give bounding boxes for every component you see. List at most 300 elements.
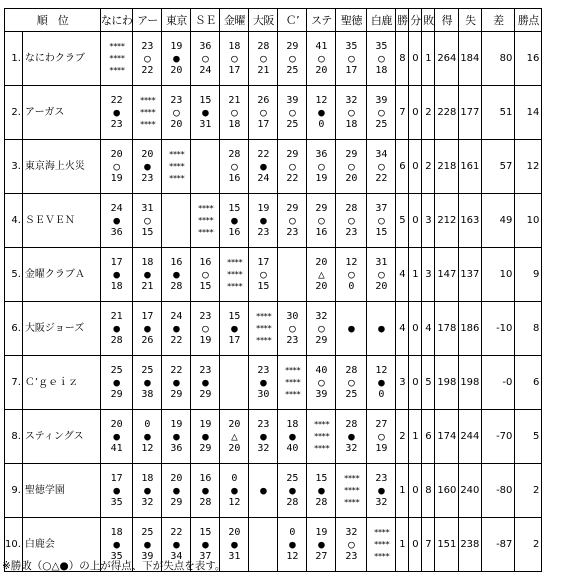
points-scored: 174	[435, 410, 459, 464]
points-against	[162, 227, 190, 239]
points-for: 15	[228, 310, 241, 322]
points-against: 22	[375, 172, 388, 184]
points-for: 12	[375, 364, 388, 376]
match-cell	[162, 302, 191, 356]
footnote: ※勝敗（○△●）の上が得点、下が失点を表す。	[2, 560, 226, 572]
points-for	[367, 311, 395, 323]
match-cell	[191, 410, 220, 464]
points-for: 25	[141, 364, 154, 376]
table-row	[5, 248, 542, 302]
match-cell	[249, 464, 278, 518]
points-for: 18	[110, 526, 123, 538]
losses-count: 6	[422, 410, 435, 464]
points-for: 28	[228, 148, 241, 160]
table-row	[5, 302, 542, 356]
point-diff: -87	[482, 518, 515, 572]
points-against: 12	[286, 550, 299, 562]
points-against: 29	[199, 442, 212, 454]
league-points: 5	[515, 410, 542, 464]
match-cell	[162, 86, 191, 140]
points-for: 18	[141, 256, 154, 268]
result-mark: ●	[202, 105, 209, 119]
points-for: 0	[144, 418, 151, 430]
match-cell	[278, 410, 307, 464]
points-against: 15	[375, 226, 388, 238]
match-cell	[367, 248, 396, 302]
result-mark: ○	[231, 159, 238, 173]
team-name: なにわクラブ	[22, 32, 100, 86]
match-cell	[278, 464, 307, 518]
points-against: 29	[170, 496, 183, 508]
points-against: 18	[110, 280, 123, 292]
rank-number: 9.	[5, 464, 23, 518]
points-against: 18	[228, 118, 241, 130]
points-against: 28	[315, 496, 328, 508]
points-against: ****	[226, 281, 243, 291]
match-cell	[191, 32, 220, 86]
points-for: 19	[170, 40, 183, 52]
points-against: 19	[110, 172, 123, 184]
losses-count: 7	[422, 518, 435, 572]
match-cell	[100, 464, 133, 518]
points-scored: 264	[435, 32, 459, 86]
header-opp-2: 東京	[162, 9, 191, 32]
result-mark	[249, 539, 277, 551]
header-wins: 勝	[396, 9, 409, 32]
header-opp-5: 大阪	[249, 9, 278, 32]
result-mark: ○	[260, 51, 267, 65]
result-mark: ●	[318, 105, 325, 119]
result-mark: ●	[173, 267, 180, 281]
team-name: 大阪ジョーズ	[22, 302, 100, 356]
points-against: 16	[228, 172, 241, 184]
points-against: 22	[286, 172, 299, 184]
match-cell	[100, 194, 133, 248]
match-cell	[336, 194, 367, 248]
header-scored: 得	[435, 9, 459, 32]
points-for: 31	[141, 202, 154, 214]
result-mark: ●	[113, 375, 120, 389]
result-mark: ****	[284, 377, 301, 387]
match-cell	[133, 140, 162, 194]
points-against: 23	[141, 172, 154, 184]
points-for: 24	[110, 202, 123, 214]
team-name: 聖徳学園	[22, 464, 100, 518]
match-cell	[307, 464, 336, 518]
header-opp-4: 金曜	[220, 9, 249, 32]
result-mark: ****	[255, 323, 272, 333]
result-mark	[220, 377, 248, 389]
match-cell	[133, 194, 162, 248]
result-mark: ○	[348, 213, 355, 227]
points-against: 39	[141, 550, 154, 562]
match-cell	[220, 302, 249, 356]
point-diff: 10	[482, 248, 515, 302]
result-mark: ○	[348, 159, 355, 173]
result-mark: △	[318, 267, 325, 281]
header-opp-3: ＳＥ	[191, 9, 220, 32]
match-cell	[249, 140, 278, 194]
result-mark: ●	[173, 375, 180, 389]
points-against: 20	[170, 64, 183, 76]
points-against: 35	[110, 550, 123, 562]
result-mark: ○	[231, 51, 238, 65]
points-against: 23	[257, 226, 270, 238]
match-cell	[307, 32, 336, 86]
result-mark: ****	[197, 215, 214, 225]
points-conceded: 244	[459, 410, 482, 464]
points-for: 20	[170, 472, 183, 484]
match-cell	[249, 32, 278, 86]
match-cell	[191, 194, 220, 248]
draws-count: 0	[409, 518, 422, 572]
header-opp-1: アー	[133, 9, 162, 32]
point-diff: -10	[482, 302, 515, 356]
points-for	[278, 257, 306, 269]
points-for: 20	[110, 418, 123, 430]
match-cell	[162, 140, 191, 194]
points-against: 40	[286, 442, 299, 454]
losses-count: 3	[422, 194, 435, 248]
points-against: 29	[315, 334, 328, 346]
result-mark: ●	[113, 213, 120, 227]
match-cell	[100, 248, 133, 302]
points-against: ****	[197, 227, 214, 237]
points-for: 35	[375, 40, 388, 52]
league-points: 6	[515, 356, 542, 410]
points-against: ****	[373, 551, 390, 561]
draws-count: 1	[409, 248, 422, 302]
points-against: 37	[199, 550, 212, 562]
result-mark: ●	[173, 321, 180, 335]
result-mark: ●	[260, 483, 267, 497]
header-opp-9: 白鹿	[367, 9, 396, 32]
points-against: ****	[255, 335, 272, 345]
points-scored: 212	[435, 194, 459, 248]
points-conceded: 177	[459, 86, 482, 140]
points-for: 0	[231, 472, 238, 484]
points-for: 18	[286, 418, 299, 430]
points-scored: 151	[435, 518, 459, 572]
result-mark: ●	[348, 429, 355, 443]
points-against: 25	[286, 64, 299, 76]
header-opp-0: なにわ	[100, 9, 133, 32]
points-for: 19	[199, 418, 212, 430]
points-for: ****	[168, 149, 185, 159]
points-against: 15	[141, 226, 154, 238]
points-for: 12	[345, 256, 358, 268]
points-against: 18	[375, 64, 388, 76]
draws-count: 0	[409, 464, 422, 518]
league-points: 12	[515, 140, 542, 194]
rank-number: 7.	[5, 356, 23, 410]
rank-number: 1.	[5, 32, 23, 86]
result-mark: ○	[202, 321, 209, 335]
points-against: 12	[228, 496, 241, 508]
result-mark: ○	[318, 375, 325, 389]
result-mark: ●	[113, 429, 120, 443]
points-for: 29	[286, 40, 299, 52]
match-cell	[278, 194, 307, 248]
result-mark: ●	[202, 375, 209, 389]
points-for: 22	[110, 94, 123, 106]
match-cell	[191, 86, 220, 140]
points-scored: 228	[435, 86, 459, 140]
points-against	[220, 389, 248, 401]
points-for: 18	[141, 472, 154, 484]
result-mark: ●	[144, 267, 151, 281]
points-for: 23	[170, 94, 183, 106]
match-cell	[278, 86, 307, 140]
points-against: 35	[110, 496, 123, 508]
rank-number: 5.	[5, 248, 23, 302]
losses-count: 2	[422, 140, 435, 194]
losses-count: 2	[422, 86, 435, 140]
wins-count: 5	[396, 194, 409, 248]
points-for: 16	[199, 256, 212, 268]
wins-count: 4	[396, 248, 409, 302]
points-against: 0	[378, 388, 385, 400]
result-mark: ●	[173, 537, 180, 551]
match-cell	[249, 86, 278, 140]
points-for: 27	[375, 418, 388, 430]
match-cell	[220, 86, 249, 140]
point-diff: -0	[482, 356, 515, 410]
result-mark: ●	[289, 429, 296, 443]
points-for: 22	[170, 364, 183, 376]
team-name: スティングス	[22, 410, 100, 464]
point-diff: -70	[482, 410, 515, 464]
result-mark: ●	[202, 483, 209, 497]
result-mark: ○	[348, 375, 355, 389]
result-mark: ○	[378, 267, 385, 281]
points-against: 17	[257, 118, 270, 130]
points-against: 20	[170, 118, 183, 130]
match-cell	[220, 194, 249, 248]
point-diff: 49	[482, 194, 515, 248]
match-cell	[100, 32, 133, 86]
rank-number: 6.	[5, 302, 23, 356]
points-against: 32	[257, 442, 270, 454]
points-against: 17	[345, 64, 358, 76]
points-for: 18	[228, 40, 241, 52]
result-mark: ○	[289, 321, 296, 335]
point-diff: 51	[482, 86, 515, 140]
points-against: 24	[257, 172, 270, 184]
result-mark: ●	[289, 483, 296, 497]
points-for: 26	[257, 94, 270, 106]
league-points: 9	[515, 248, 542, 302]
points-for: 25	[286, 472, 299, 484]
points-against: 29	[110, 388, 123, 400]
points-for: ****	[139, 95, 156, 105]
points-for	[220, 365, 248, 377]
match-cell	[367, 194, 396, 248]
draws-count: 0	[409, 302, 422, 356]
points-for: ****	[343, 473, 360, 483]
points-for: 23	[257, 418, 270, 430]
match-cell	[367, 302, 396, 356]
points-against: 20	[315, 280, 328, 292]
points-against: 16	[228, 226, 241, 238]
result-mark: ●	[173, 483, 180, 497]
losses-count: 4	[422, 302, 435, 356]
points-against: ****	[284, 389, 301, 399]
points-for: 17	[257, 256, 270, 268]
match-cell	[220, 140, 249, 194]
wins-count: 8	[396, 32, 409, 86]
header-losses: 敗	[422, 9, 435, 32]
points-against: 21	[257, 64, 270, 76]
draws-count: 0	[409, 140, 422, 194]
points-against	[367, 335, 395, 347]
points-against: 39	[315, 388, 328, 400]
points-for: ****	[284, 365, 301, 375]
team-name: ＳＥＶＥＮ	[22, 194, 100, 248]
result-mark: ●	[231, 321, 238, 335]
draws-count: 0	[409, 86, 422, 140]
team-name: アーガス	[22, 86, 100, 140]
result-mark: ○	[378, 51, 385, 65]
result-mark: ****	[313, 431, 330, 441]
match-cell	[336, 410, 367, 464]
points-for: 19	[315, 526, 328, 538]
result-mark: ●	[173, 51, 180, 65]
standings-table	[4, 8, 542, 572]
league-points: 10	[515, 194, 542, 248]
points-for: 16	[170, 256, 183, 268]
match-cell	[367, 410, 396, 464]
points-conceded: 184	[459, 32, 482, 86]
header-opp-8: 聖徳	[336, 9, 367, 32]
points-against: 20	[375, 280, 388, 292]
wins-count: 2	[396, 410, 409, 464]
point-diff: 57	[482, 140, 515, 194]
result-mark: ○	[289, 213, 296, 227]
result-mark: ○	[318, 321, 325, 335]
points-for: 32	[345, 526, 358, 538]
point-diff: 80	[482, 32, 515, 86]
draws-count: 0	[409, 32, 422, 86]
points-against: 28	[199, 496, 212, 508]
result-mark: ○	[348, 51, 355, 65]
table-row	[5, 410, 542, 464]
match-cell	[249, 302, 278, 356]
points-against: 38	[141, 388, 154, 400]
points-against: 23	[345, 226, 358, 238]
match-cell	[100, 356, 133, 410]
points-for: 28	[257, 40, 270, 52]
rank-number: 3.	[5, 140, 23, 194]
result-mark: ○	[318, 159, 325, 173]
points-against: ****	[139, 119, 156, 129]
result-mark: ●	[144, 159, 151, 173]
points-against: 34	[170, 550, 183, 562]
points-against: 21	[141, 280, 154, 292]
points-for: 24	[170, 310, 183, 322]
points-for: 36	[199, 40, 212, 52]
points-for: 21	[228, 94, 241, 106]
match-cell	[220, 32, 249, 86]
result-mark	[278, 269, 306, 281]
table-row	[5, 194, 542, 248]
match-cell	[162, 410, 191, 464]
team-name: 白鹿会	[22, 518, 100, 572]
result-mark: ○	[289, 51, 296, 65]
match-cell	[249, 248, 278, 302]
points-for: 19	[257, 202, 270, 214]
rank-number: 10.	[5, 518, 23, 572]
points-against	[336, 335, 366, 347]
result-mark: ○	[202, 267, 209, 281]
result-mark: ****	[168, 161, 185, 171]
points-for: ****	[373, 527, 390, 537]
points-against: 36	[110, 226, 123, 238]
match-cell	[307, 248, 336, 302]
points-against: 25	[375, 118, 388, 130]
points-for: 31	[375, 256, 388, 268]
result-mark: ●	[231, 537, 238, 551]
points-for: 22	[170, 526, 183, 538]
match-cell	[307, 140, 336, 194]
match-cell	[278, 32, 307, 86]
result-mark: ●	[144, 537, 151, 551]
points-for: 16	[199, 472, 212, 484]
wins-count: 6	[396, 140, 409, 194]
match-cell	[367, 32, 396, 86]
points-against: ****	[313, 443, 330, 453]
result-mark: ●	[113, 483, 120, 497]
match-cell	[336, 32, 367, 86]
points-conceded: 238	[459, 518, 482, 572]
match-cell	[367, 86, 396, 140]
points-against	[249, 551, 277, 563]
result-mark: ●	[231, 483, 238, 497]
points-against: 31	[199, 118, 212, 130]
team-name: 金曜クラブＡ	[22, 248, 100, 302]
points-for: 25	[141, 526, 154, 538]
result-mark: ●	[260, 375, 267, 389]
wins-count: 7	[396, 86, 409, 140]
match-cell	[191, 302, 220, 356]
match-cell	[100, 410, 133, 464]
match-cell	[191, 248, 220, 302]
points-for: 23	[375, 472, 388, 484]
table-row	[5, 140, 542, 194]
match-cell	[191, 140, 220, 194]
match-cell	[133, 302, 162, 356]
points-against: 23	[345, 550, 358, 562]
league-points: 16	[515, 32, 542, 86]
header-rank-team: 順 位	[5, 9, 101, 32]
points-against: 29	[170, 388, 183, 400]
league-points: 2	[515, 518, 542, 572]
points-against	[278, 281, 306, 293]
points-against: 36	[170, 442, 183, 454]
points-for: 37	[375, 202, 388, 214]
result-mark: ○	[378, 213, 385, 227]
points-for: 39	[375, 94, 388, 106]
result-mark: ○	[260, 105, 267, 119]
points-against: 24	[199, 64, 212, 76]
result-mark: ●	[144, 375, 151, 389]
points-against: ****	[168, 173, 185, 183]
result-mark: ●	[348, 321, 355, 335]
result-mark: ****	[226, 269, 243, 279]
result-mark: ●	[144, 483, 151, 497]
points-against: 20	[315, 64, 328, 76]
match-cell	[191, 356, 220, 410]
